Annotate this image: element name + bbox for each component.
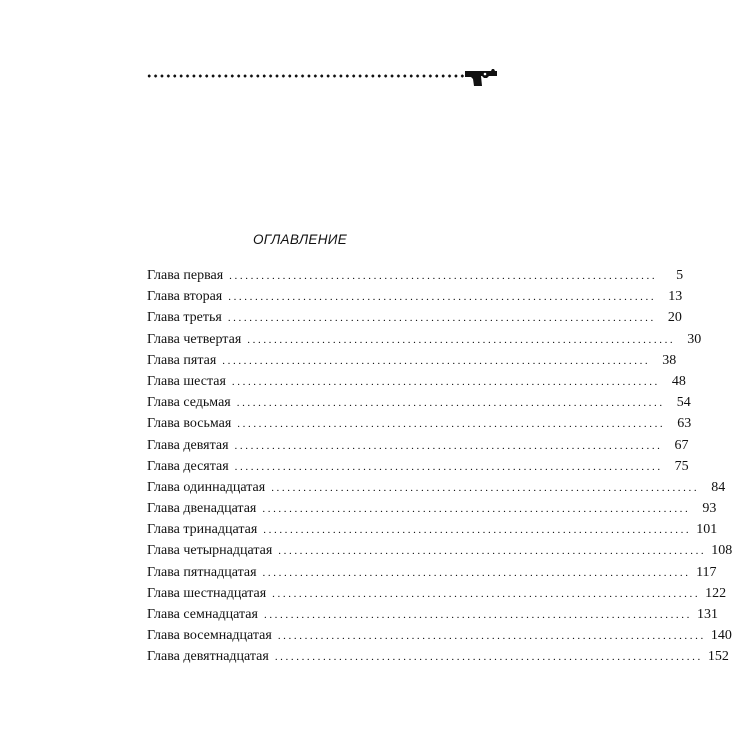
toc-entry-page: 13 bbox=[668, 289, 683, 305]
toc-entry[interactable] bbox=[147, 307, 682, 328]
toc-dot-leader: ................................................................................ bbox=[262, 503, 691, 516]
toc-entry[interactable] bbox=[147, 350, 677, 371]
toc-dot-leader: ................................................................................ bbox=[228, 291, 657, 304]
toc-dot-leader: ................................................................................ bbox=[222, 354, 651, 367]
toc-dot-leader: ................................................................................ bbox=[274, 651, 703, 664]
toc-title: ОГЛАВЛЕНИЕ bbox=[252, 232, 348, 247]
toc-entry[interactable] bbox=[147, 413, 692, 434]
toc-dot-leader: ................................................................................ bbox=[229, 270, 658, 282]
toc-entry-label: Глава четвертая bbox=[147, 331, 242, 347]
toc-entry[interactable] bbox=[147, 371, 686, 392]
dotted-rule bbox=[146, 74, 466, 78]
toc-entry-label: Глава девятнадцатая bbox=[147, 649, 269, 665]
toc-entry[interactable] bbox=[147, 646, 729, 667]
toc-entry-label: Глава двенадцатая bbox=[147, 501, 257, 517]
toc-dot-leader: ................................................................................ bbox=[272, 587, 701, 600]
toc-entry-label: Глава тринадцатая bbox=[147, 522, 258, 538]
toc-dot-leader: ................................................................................ bbox=[234, 460, 663, 473]
toc-dot-leader: ................................................................................ bbox=[227, 312, 656, 325]
toc-entry-page: 75 bbox=[674, 458, 689, 474]
toc-entry[interactable] bbox=[147, 329, 702, 350]
toc-entry-page: 30 bbox=[687, 331, 702, 347]
toc-entry-page: 20 bbox=[667, 310, 682, 326]
toc-entry-label: Глава восьмая bbox=[147, 416, 232, 432]
toc-entry[interactable] bbox=[147, 519, 718, 540]
toc-entry[interactable] bbox=[147, 540, 732, 561]
revolver-icon bbox=[464, 66, 498, 88]
toc-entry[interactable] bbox=[147, 456, 689, 477]
toc-entry-label: Глава семнадцатая bbox=[147, 607, 258, 622]
toc-entry-label: Глава десятая bbox=[147, 458, 229, 474]
toc-entry-page: 67 bbox=[674, 437, 689, 453]
toc-entry[interactable] bbox=[147, 477, 726, 498]
toc-entry[interactable] bbox=[147, 435, 689, 456]
table-of-contents bbox=[147, 265, 732, 668]
toc-entry-page: 131 bbox=[696, 607, 718, 622]
toc-entry-page: 117 bbox=[696, 564, 717, 580]
toc-entry-page: 93 bbox=[702, 501, 717, 517]
toc-entry[interactable] bbox=[147, 498, 717, 519]
toc-entry[interactable] bbox=[147, 604, 718, 625]
toc-entry-label: Глава девятая bbox=[147, 437, 229, 453]
toc-entry-page: 38 bbox=[662, 352, 677, 368]
toc-dot-leader: ................................................................................ bbox=[263, 609, 692, 621]
toc-entry-label: Глава пятая bbox=[147, 352, 217, 368]
toc-entry-page: 5 bbox=[676, 268, 684, 283]
toc-entry[interactable] bbox=[147, 265, 684, 286]
toc-entry-label: Глава третья bbox=[147, 310, 222, 326]
toc-entry-label: Глава шестнадцатая bbox=[147, 585, 267, 601]
toc-entry-page: 122 bbox=[705, 585, 727, 601]
toc-entry-page: 48 bbox=[671, 373, 686, 389]
toc-entry-page: 54 bbox=[676, 395, 691, 411]
toc-entry-label: Глава вторая bbox=[147, 289, 223, 305]
toc-entry[interactable] bbox=[147, 583, 727, 604]
toc-dot-leader: ................................................................................ bbox=[271, 481, 700, 494]
toc-entry[interactable] bbox=[147, 562, 717, 583]
toc-entry-page: 140 bbox=[710, 628, 732, 644]
toc-dot-leader: ................................................................................ bbox=[262, 566, 691, 579]
toc-dot-leader: ................................................................................ bbox=[247, 333, 676, 346]
toc-entry[interactable] bbox=[147, 625, 732, 646]
toc-entry-label: Глава шестая bbox=[147, 373, 226, 389]
toc-entry-page: 152 bbox=[707, 649, 729, 665]
toc-entry-page: 63 bbox=[677, 416, 692, 432]
toc-dot-leader: ................................................................................ bbox=[231, 375, 660, 388]
toc-entry-label: Глава первая bbox=[147, 268, 224, 283]
toc-entry-page: 101 bbox=[696, 522, 718, 538]
toc-dot-leader: ................................................................................ bbox=[277, 630, 706, 643]
toc-entry-label: Глава пятнадцатая bbox=[147, 564, 257, 580]
toc-entry-page: 84 bbox=[711, 479, 726, 495]
toc-dot-leader: ................................................................................ bbox=[263, 524, 692, 537]
header-ornament bbox=[146, 66, 498, 88]
toc-dot-leader: ................................................................................ bbox=[278, 545, 707, 558]
toc-entry-label: Глава седьмая bbox=[147, 395, 231, 411]
toc-entry-label: Глава четырнадцатая bbox=[147, 543, 273, 559]
toc-dot-leader: ................................................................................ bbox=[236, 397, 665, 410]
toc-dot-leader: ................................................................................ bbox=[237, 418, 666, 431]
toc-entry-page: 108 bbox=[711, 543, 732, 559]
toc-entry[interactable] bbox=[147, 392, 691, 413]
toc-dot-leader: ................................................................................ bbox=[234, 439, 663, 452]
toc-entry-label: Глава восемнадцатая bbox=[147, 628, 272, 644]
toc-entry-label: Глава одиннадцатая bbox=[147, 479, 266, 495]
toc-entry[interactable] bbox=[147, 286, 683, 307]
